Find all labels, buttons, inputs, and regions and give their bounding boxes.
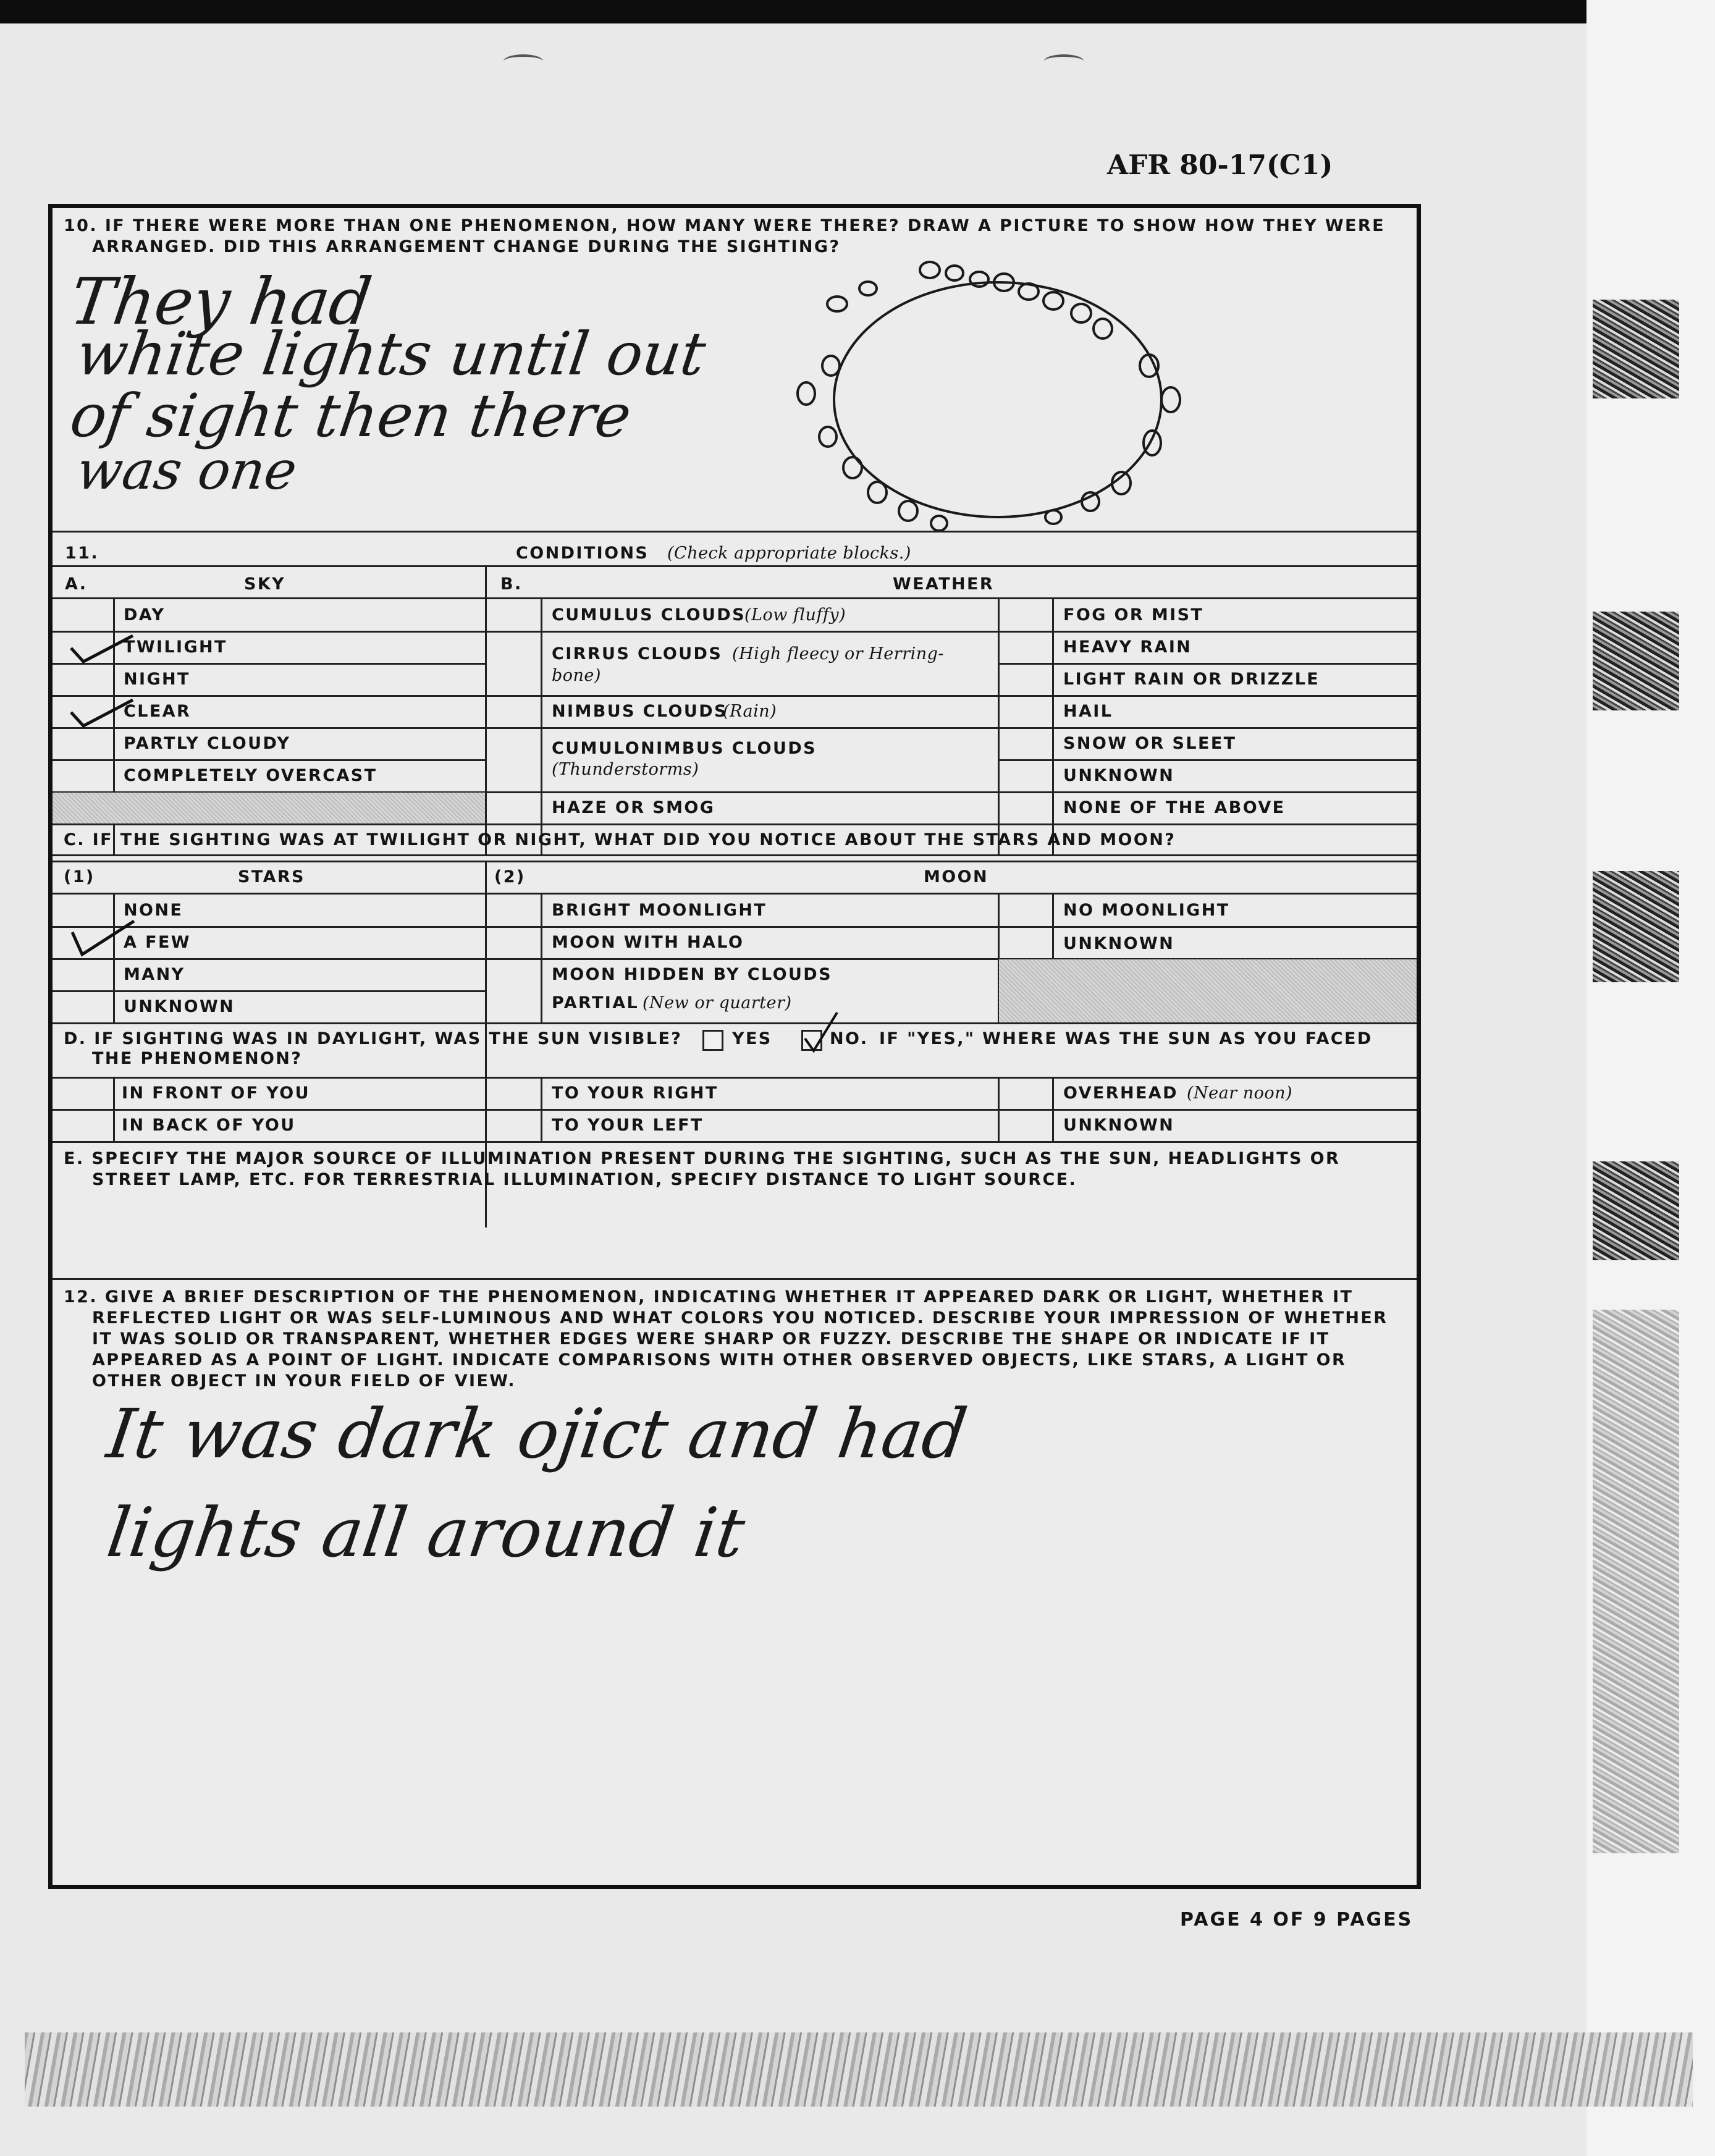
heavy-rain-label[interactable]: HEAVY RAIN [1063, 638, 1192, 657]
sun-left-label[interactable]: TO YOUR LEFT [552, 1116, 704, 1135]
q11-number: 11. [65, 544, 99, 563]
q10-answer-line4[interactable]: was one [72, 440, 301, 502]
rule [1052, 597, 1054, 854]
rule [485, 695, 998, 697]
sky-clear-label[interactable]: CLEAR [124, 702, 192, 721]
sky-day-label[interactable]: DAY [124, 605, 166, 625]
nimbus-note: (Rain) [723, 702, 777, 721]
sun-front-label[interactable]: IN FRONT OF YOU [122, 1084, 310, 1103]
sky-letter: A. [65, 575, 88, 594]
sun-overhead-label[interactable]: OVERHEAD [1063, 1084, 1178, 1103]
afew-checkmark [65, 919, 139, 962]
q11-title: CONDITIONS [516, 544, 649, 563]
page-number: PAGE 4 OF 9 PAGES [1180, 1909, 1414, 1931]
rule [485, 1077, 487, 1141]
moon-unknown-label[interactable]: UNKNOWN [1063, 934, 1175, 953]
arrangement-drawing [738, 245, 1171, 566]
cumulus-note: (Low fluffy) [744, 605, 846, 625]
rule [53, 759, 485, 761]
moon-partial-note: (New or quarter) [643, 993, 792, 1013]
sun-right-label[interactable]: TO YOUR RIGHT [552, 1084, 718, 1103]
rule [998, 597, 1000, 854]
rule [998, 695, 1417, 697]
q12-label-line4: APPEARED AS A POINT OF LIGHT. INDICATE COMPARISONS WITH OTHER OBSERVED OBJECTS, LIKE STARS, A LIGHT OR [92, 1350, 1347, 1370]
section-e-label-line2: STREET LAMP, ETC. FOR TERRESTRIAL ILLUMINATION, SPECIFY DISTANCE TO LIGHT SOURCE. [92, 1170, 1077, 1189]
scan-edge-artifact [1593, 1161, 1679, 1260]
rule [485, 631, 998, 633]
section-d-label-line2: THE PHENOMENON? [92, 1049, 303, 1068]
nimbus-label[interactable]: NIMBUS CLOUDS [552, 702, 728, 721]
rule [485, 791, 998, 793]
sun-back-label[interactable]: IN BACK OF YOU [122, 1116, 296, 1135]
rule [113, 1077, 115, 1141]
rule [998, 663, 1417, 665]
rule [53, 1141, 1417, 1143]
stars-heading: STARS [238, 867, 305, 886]
sun-unknown-label[interactable]: UNKNOWN [1063, 1116, 1175, 1135]
shaded-cell [53, 793, 485, 823]
binder-hole-mark [1044, 54, 1084, 68]
q12-answer-line2[interactable]: lights all around it [103, 1493, 749, 1572]
sky-overcast-label[interactable]: COMPLETELY OVERCAST [124, 766, 377, 785]
sun-yes-label: YES [732, 1029, 772, 1048]
rule [53, 861, 1417, 862]
cirrus-note2: bone) [552, 666, 601, 685]
stars-afew-label[interactable]: A FEW [124, 933, 191, 952]
moon-number: (2) [494, 867, 526, 886]
sky-night-label[interactable]: NIGHT [124, 670, 190, 689]
rule [53, 1022, 1417, 1024]
weather-unknown-label[interactable]: UNKNOWN [1063, 766, 1175, 785]
rule [485, 727, 998, 729]
rule [998, 759, 1417, 761]
q11-title-note: (Check appropriate blocks.) [667, 544, 911, 563]
section-d-label: D. IF SIGHTING WAS IN DAYLIGHT, WAS THE SUN VISIBLE? [64, 1029, 683, 1048]
sun-yes-checkbox[interactable] [702, 1030, 723, 1051]
haze-label[interactable]: HAZE OR SMOG [552, 798, 715, 817]
form-number: AFR 80-17(C1) [1107, 149, 1333, 181]
q12-label-line5: OTHER OBJECT IN YOUR FIELD OF VIEW. [92, 1371, 516, 1391]
rule [998, 1077, 1000, 1141]
shaded-cell [999, 959, 1417, 1022]
snow-label[interactable]: SNOW OR SLEET [1063, 734, 1237, 753]
rule [485, 565, 487, 854]
section-c-label: C. IF THE SIGHTING WAS AT TWILIGHT OR NIGHT, WHAT DID YOU NOTICE ABOUT THE STARS AND MOON? [64, 830, 1176, 849]
rule [53, 565, 1417, 567]
rule [53, 926, 1417, 928]
sky-twilight-label[interactable]: TWILIGHT [124, 638, 227, 657]
rule [998, 791, 1417, 793]
weather-heading: WEATHER [893, 575, 995, 594]
rule [53, 854, 1417, 856]
rule [53, 823, 1417, 825]
none-above-label[interactable]: NONE OF THE ABOVE [1063, 798, 1286, 817]
rule [541, 1077, 542, 1141]
rule [53, 1109, 1417, 1111]
section-d-label-rest: IF "YES," WHERE WAS THE SUN AS YOU FACED [879, 1029, 1373, 1048]
rule [53, 893, 1417, 895]
q10-answer-line1[interactable]: They had [65, 264, 376, 339]
sun-no-label: NO. [830, 1029, 869, 1048]
scan-top-border [0, 0, 1715, 23]
clear-checkmark [65, 695, 139, 732]
q10-answer-line2[interactable]: white lights until out [72, 319, 710, 389]
scan-edge-artifact [1593, 612, 1679, 710]
scan-edge-artifact [1593, 300, 1679, 398]
rule [53, 1077, 1417, 1079]
rule [998, 631, 1417, 633]
scan-bottom-noise [25, 2032, 1693, 2107]
hail-label[interactable]: HAIL [1063, 702, 1113, 721]
weather-letter: B. [500, 575, 523, 594]
q12-label-line1: 12. GIVE A BRIEF DESCRIPTION OF THE PHENOMENON, INDICATING WHETHER IT APPEARED DARK OR LIGHT, WHETHER IT [64, 1287, 1354, 1307]
moon-halo-label[interactable]: MOON WITH HALO [552, 933, 744, 952]
cumulus-label[interactable]: CUMULUS CLOUDS [552, 605, 746, 625]
cirrus-label[interactable]: CIRRUS CLOUDS [552, 644, 723, 663]
moon-heading: MOON [924, 867, 988, 886]
cirrus-note: (High fleecy or Herring- [732, 644, 945, 663]
sky-heading: SKY [244, 575, 286, 594]
cumulonimbus-note: (Thunderstorms) [552, 760, 699, 779]
moon-partial-label[interactable]: PARTIAL [552, 993, 639, 1013]
q12-answer-line1[interactable]: It was dark ojict and had [103, 1394, 972, 1473]
q12-label-line3: IT WAS SOLID OR TRANSPARENT, WHETHER EDGES WERE SHARP OR FUZZY. DESCRIBE THE SHAPE OR INDICATE IF IT [92, 1329, 1330, 1349]
twilight-checkmark [65, 631, 139, 668]
stars-none-label[interactable]: NONE [124, 901, 183, 920]
moon-hidden-label[interactable]: MOON HIDDEN BY CLOUDS [552, 965, 832, 984]
light-rain-label[interactable]: LIGHT RAIN OR DRIZZLE [1063, 670, 1320, 689]
rule [53, 531, 1417, 533]
rule [53, 990, 485, 992]
rule [1052, 1077, 1054, 1141]
sky-partly-cloudy-label[interactable]: PARTLY CLOUDY [124, 734, 291, 753]
q10-label: 10. IF THERE WERE MORE THAN ONE PHENOMENON, HOW MANY WERE THERE? DRAW A PICTURE TO SHOW HOW THEY WERE [64, 216, 1385, 235]
section-e-label: E. SPECIFY THE MAJOR SOURCE OF ILLUMINATION PRESENT DURING THE SIGHTING, SUCH AS THE SUN, HEADLIGHTS OR [64, 1149, 1341, 1168]
q12-label-line2: REFLECTED LIGHT OR WAS SELF-LUMINOUS AND WHAT COLORS YOU NOTICED. DESCRIBE YOUR IMPRESSION OF WHETHER [92, 1308, 1388, 1328]
binder-hole-mark [504, 54, 543, 68]
rule [53, 597, 1417, 599]
no-moonlight-label[interactable]: NO MOONLIGHT [1063, 901, 1230, 920]
bright-moonlight-label[interactable]: BRIGHT MOONLIGHT [552, 901, 767, 920]
sun-overhead-note: (Near noon) [1187, 1084, 1293, 1103]
rule [541, 597, 542, 854]
scan-edge-artifact [1593, 1310, 1679, 1853]
q10-label-line2: ARRANGED. DID THIS ARRANGEMENT CHANGE DURING THE SIGHTING? [92, 237, 841, 256]
stars-number: (1) [64, 867, 95, 886]
q10-answer-line3[interactable]: of sight then there [66, 381, 636, 450]
fog-label[interactable]: FOG OR MIST [1063, 605, 1204, 625]
cumulonimbus-label[interactable]: CUMULONIMBUS CLOUDS [552, 739, 817, 758]
rule [53, 1278, 1417, 1280]
rule [541, 893, 542, 1022]
rule [998, 727, 1417, 729]
stars-unknown-label[interactable]: UNKNOWN [124, 997, 235, 1016]
stars-many-label[interactable]: MANY [124, 965, 185, 984]
report-form [48, 204, 1421, 1889]
scan-edge-artifact [1593, 871, 1679, 982]
